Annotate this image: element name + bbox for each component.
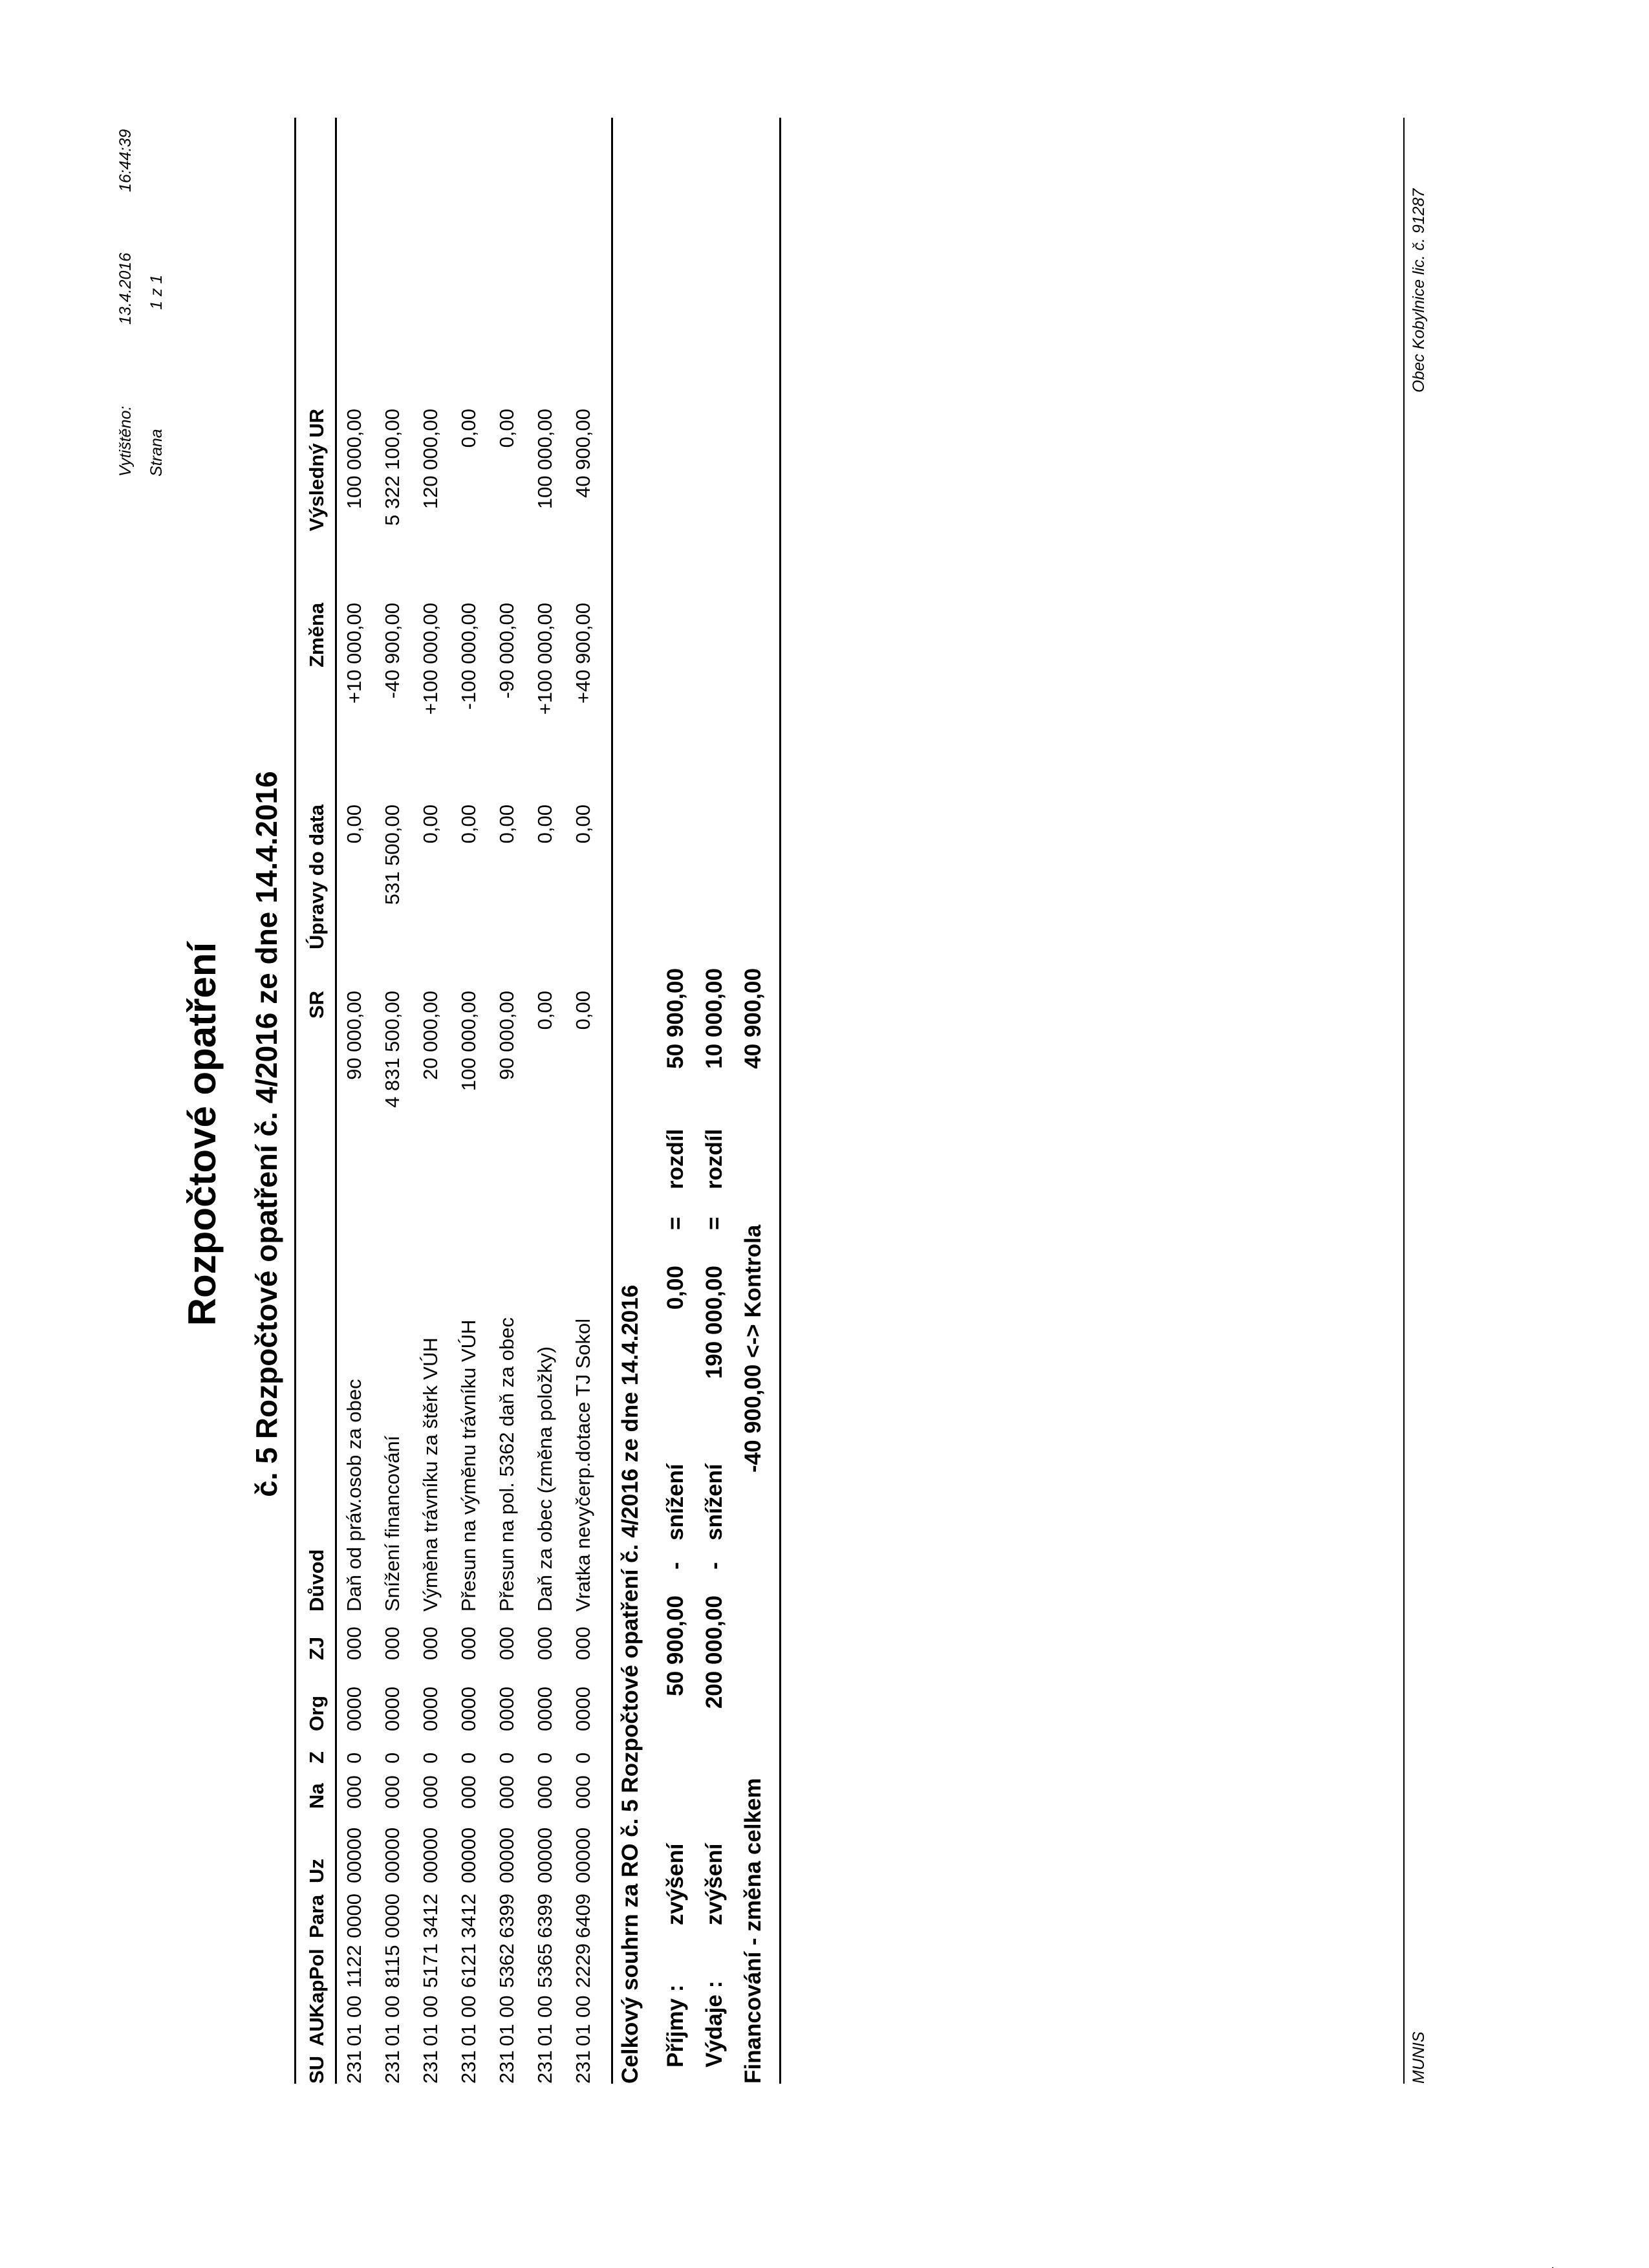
cell-kap: 00 [381,1995,404,2018]
cell-au: 01 [419,2024,442,2046]
table-row [457,118,496,2084]
cell-zj: 000 [343,1626,365,1660]
cell-na: 000 [457,1775,480,1809]
cell-org: 0000 [572,1687,594,1731]
cell-z: 0 [495,1752,518,1764]
cell-sr: 90 000,00 [343,991,365,1080]
prijmy-diff-label: rozdíl [663,1129,688,1189]
col-uz: Uz [305,1859,328,1883]
cell-kap: 00 [419,1995,442,2018]
footer-left: MUNIS [1410,2031,1428,2084]
cell-z: 0 [572,1752,594,1764]
cell-pol: 1122 [343,1945,365,1988]
table-row [534,118,572,2084]
vydaje-diff-label: rozdíl [702,1129,727,1189]
footer-rule [1403,118,1405,2084]
cell-duvod: Výměna trávníku za štěrk VÚH [419,1337,442,1612]
col-su: SU [305,2055,328,2084]
prijmy-label: Příjmy : [663,1984,688,2068]
col-z: Z [305,1751,328,1764]
financovani-total: 40 900,00 [740,968,766,1069]
cell-au: 01 [381,2024,404,2046]
cell-para: 6399 [534,1894,556,1938]
cell-sr: 4 831 500,00 [381,991,404,1108]
cell-duvod: Přesun na pol. 5362 daň za obec [495,1317,518,1612]
col-kappol: KapPol [305,1949,328,2018]
col-org: Org [305,1695,328,1731]
cell-org: 0000 [495,1687,518,1731]
cell-vysledny: 5 322 100,00 [381,409,404,526]
cell-zj: 000 [534,1626,556,1660]
cell-kap: 00 [534,1995,556,2018]
cell-para: 0000 [343,1894,365,1938]
table-row [419,118,458,2084]
cell-su: 231 [419,2050,442,2084]
cell-na: 000 [495,1775,518,1809]
cell-na: 000 [381,1775,404,1809]
financovani-value: -40 900,00 <-> Kontrola [740,1224,766,1473]
cell-upravy: 0,00 [343,805,365,844]
cell-pol: 5362 [495,1943,518,1988]
body-end-rule [611,118,613,2084]
table-row [495,118,534,2084]
cell-au: 01 [457,2024,480,2046]
cell-pol: 6121 [457,1943,480,1988]
cell-zmena: +100 000,00 [419,603,442,715]
cell-au: 01 [572,2024,594,2046]
cell-uz: 00000 [572,1827,594,1883]
financovani-label: Financování - změna celkem [740,1778,766,2084]
cell-uz: 00000 [381,1827,404,1883]
cell-zmena: +10 000,00 [343,603,365,704]
cell-upravy: 531 500,00 [381,805,404,905]
cell-duvod: Snížení financování [381,1435,404,1612]
cell-z: 0 [381,1752,404,1764]
cell-vysledny: 40 900,00 [572,409,594,498]
cell-upravy: 0,00 [534,805,556,844]
cell-pol: 5171 [419,1943,442,1988]
cell-uz: 00000 [457,1827,480,1883]
printed-label: Vytištěno: [116,405,135,477]
cell-sr: 90 000,00 [495,991,518,1080]
cell-para: 6399 [495,1894,518,1938]
cell-upravy: 0,00 [495,805,518,844]
cell-z: 0 [457,1752,480,1764]
prijmy-inc: 50 900,00 [663,1595,688,1696]
col-zj: ZJ [305,1636,328,1660]
cell-org: 0000 [343,1687,365,1731]
cell-kap: 00 [495,1995,518,2018]
cell-au: 01 [343,2024,365,2046]
cell-zj: 000 [457,1626,480,1660]
cell-zj: 000 [419,1626,442,1660]
cell-pol: 2229 [572,1943,594,1988]
cell-zmena: +100 000,00 [534,603,556,715]
cell-vysledny: 120 000,00 [419,409,442,510]
col-sr: SR [305,991,328,1019]
page-label: Strana [147,429,166,477]
header-rule [335,118,337,2084]
printed-time: 16:44:39 [116,129,135,192]
col-au: AU [305,2017,328,2046]
vydaje-inc: 200 000,00 [702,1595,727,1709]
cell-z: 0 [419,1752,442,1764]
cell-duvod: Daň za obec (změna položky) [534,1346,556,1612]
cell-sr: 100 000,00 [457,991,480,1092]
prijmy-dec: 0,00 [663,1266,688,1310]
cell-uz: 00000 [343,1827,365,1883]
cell-su: 231 [381,2050,404,2084]
cell-vysledny: 0,00 [495,409,518,448]
vydaje-dash: - [702,1562,727,1570]
prijmy-diff: 50 900,00 [663,968,688,1069]
cell-na: 000 [343,1775,365,1809]
cell-vysledny: 0,00 [457,409,480,448]
cell-au: 01 [495,2024,518,2046]
cell-su: 231 [572,2050,594,2084]
cell-org: 0000 [419,1687,442,1731]
cell-zmena: +40 900,00 [572,603,594,704]
table-row [572,118,610,2084]
cell-uz: 00000 [495,1827,518,1883]
cell-org: 0000 [457,1687,480,1731]
vydaje-diff: 10 000,00 [702,968,727,1069]
cell-pol: 5365 [534,1943,556,1988]
cell-para: 3412 [457,1894,480,1938]
vydaje-eq: = [702,1216,727,1230]
cell-su: 231 [495,2050,518,2084]
col-na: Na [305,1783,328,1809]
cell-kap: 00 [457,1995,480,2018]
cell-kap: 00 [343,1995,365,2018]
col-zmena: Změna [305,603,328,667]
cell-z: 0 [534,1752,556,1764]
cell-duvod: Přesun na výměnu trávníku VÚH [457,1319,480,1612]
cell-para: 0000 [381,1894,404,1938]
cell-zmena: -90 000,00 [495,603,518,699]
cell-vysledny: 100 000,00 [534,409,556,510]
top-rule [294,118,296,2084]
cell-na: 000 [534,1775,556,1809]
table-row [343,118,382,2084]
cell-para: 3412 [419,1894,442,1938]
cell-uz: 00000 [534,1827,556,1883]
prijmy-inc-label: zvýšení [663,1843,688,1925]
cell-upravy: 0,00 [457,805,480,844]
cell-su: 231 [457,2050,480,2084]
cell-zj: 000 [381,1626,404,1660]
cell-duvod: Vratka nevyčerp.dotace TJ Sokol [572,1318,594,1612]
summary-heading: Celkový souhrn za RO č. 5 Rozpočtové opatření č. 4/2016 ze dne 14.4.2016 [618,1284,643,2084]
cell-vysledny: 100 000,00 [343,409,365,510]
cell-na: 000 [419,1775,442,1809]
printed-date: 13.4.2016 [116,252,135,325]
cell-su: 231 [534,2050,556,2084]
cell-na: 000 [572,1775,594,1809]
cell-duvod: Daň od práv.osob za obec [343,1379,365,1612]
table-row [381,118,420,2084]
col-duvod: Důvod [305,1549,328,1612]
cell-sr: 0,00 [572,991,594,1030]
cell-z: 0 [343,1752,365,1764]
vydaje-dec-label: snížení [702,1463,727,1540]
col-upravy: Úpravy do data [305,805,328,949]
prijmy-dash: - [663,1562,688,1570]
cell-uz: 00000 [419,1827,442,1883]
col-vysledny: Výsledný UR [305,409,328,532]
cell-zmena: -100 000,00 [457,603,480,710]
vydaje-dec: 190 000,00 [702,1266,727,1379]
cell-upravy: 0,00 [419,805,442,844]
page-subtitle: č. 5 Rozpočtové opatření č. 4/2016 ze dne 14.4.2016 [250,771,283,1497]
prijmy-dec-label: snížení [663,1463,688,1540]
cell-sr: 20 000,00 [419,991,442,1080]
cell-upravy: 0,00 [572,805,594,844]
cell-su: 231 [343,2050,365,2084]
summary-end-rule [779,118,781,2084]
footer-right: Obec Kobylnice lic. č. 91287 [1410,188,1428,393]
vydaje-label: Výdaje : [702,1980,727,2068]
cell-pol: 8115 [381,1945,404,1988]
page-number: 1 z 1 [147,274,166,310]
cell-au: 01 [534,2024,556,2046]
cell-org: 0000 [534,1687,556,1731]
cell-org: 0000 [381,1687,404,1731]
cell-zj: 000 [495,1626,518,1660]
page-title: Rozpočtové opatření [180,942,224,1326]
col-para: Para [305,1894,328,1938]
cell-sr: 0,00 [534,991,556,1030]
cell-kap: 00 [572,1995,594,2018]
cell-zj: 000 [572,1626,594,1660]
cell-zmena: -40 900,00 [381,603,404,699]
vydaje-inc-label: zvýšení [702,1843,727,1925]
cell-para: 6409 [572,1894,594,1938]
prijmy-eq: = [663,1216,688,1230]
